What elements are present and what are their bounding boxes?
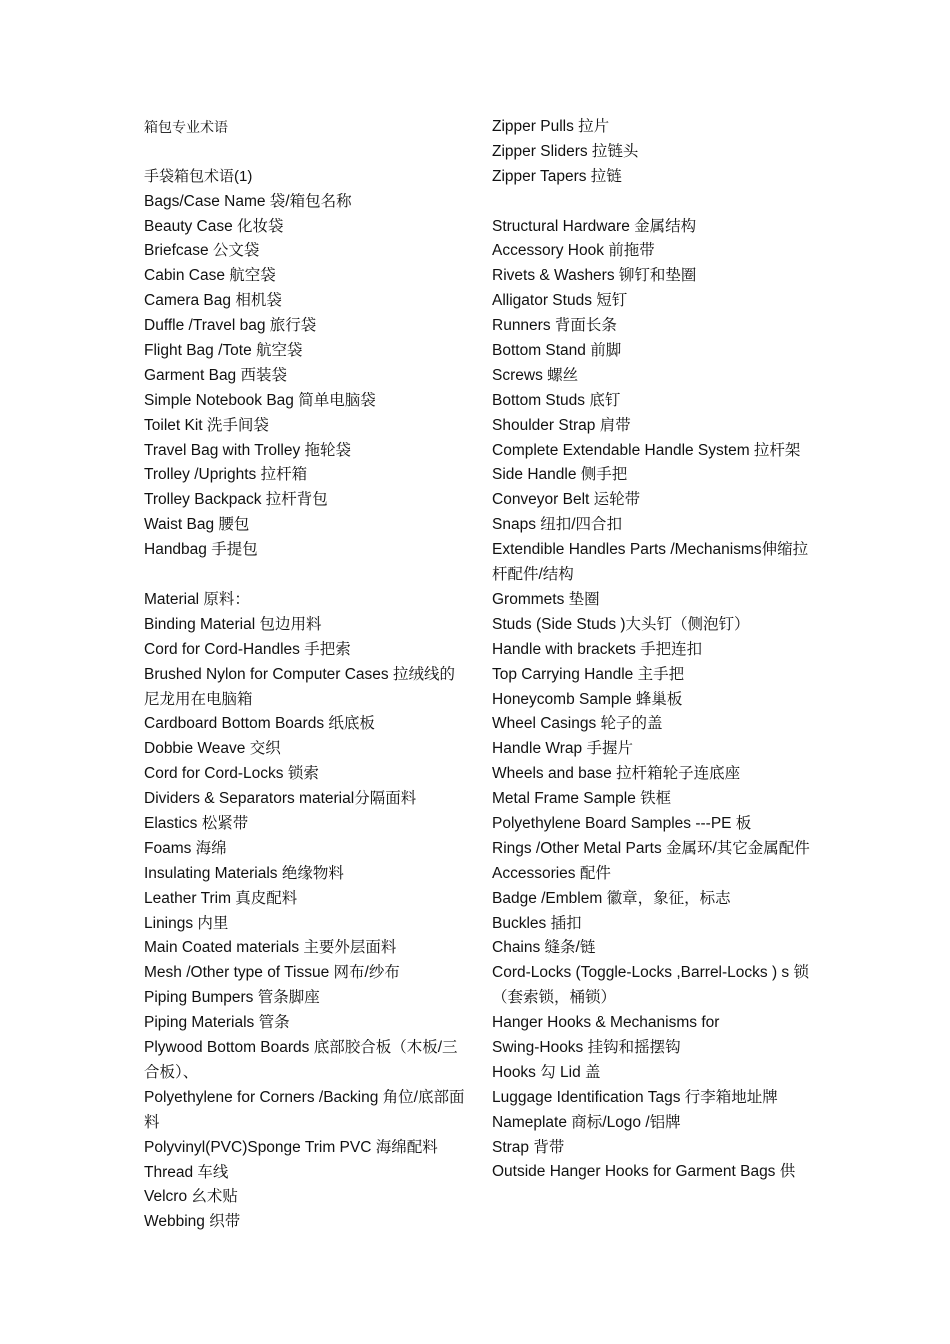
glossary-entry: Swing-Hooks 挂钩和摇摆钩 — [492, 1039, 681, 1057]
glossary-entry: Waist Bag 腰包 — [144, 516, 250, 534]
glossary-entry: Bags/Case Name 袋/箱包名称 — [144, 192, 352, 210]
glossary-entry: Strap 背带 — [492, 1138, 565, 1156]
glossary-entry: Dividers & Separators material分隔面料 — [144, 790, 417, 808]
glossary-entry: Beauty Case 化妆袋 — [144, 217, 284, 235]
glossary-entry: Shoulder Strap 肩带 — [492, 416, 631, 434]
glossary-entry: Trolley Backpack 拉杆背包 — [144, 491, 328, 509]
glossary-entry: Conveyor Belt 运轮带 — [492, 491, 641, 509]
glossary-entry: Webbing 织带 — [144, 1213, 241, 1231]
glossary-entry: Grommets 垫圈 — [492, 590, 600, 608]
glossary-entry: Hooks 勾 Lid 盖 — [492, 1063, 601, 1081]
left-column — [144, 115, 466, 1235]
blank-line — [492, 190, 810, 215]
blank-line — [144, 563, 466, 588]
glossary-entry: Studs (Side Studs )大头钉（侧泡钉） — [492, 615, 750, 633]
glossary-entry: Polyethylene for Corners /Backing 角位/底部面料 — [144, 1088, 465, 1131]
glossary-entry: Duffle /Travel bag 旅行袋 — [144, 317, 317, 335]
glossary-entry: Polyethylene Board Samples ---PE 板 — [492, 814, 752, 832]
glossary-entry: Alligator Studs 短钉 — [492, 292, 628, 310]
glossary-entry: Briefcase 公文袋 — [144, 242, 260, 260]
glossary-entry: Snaps 纽扣/四合扣 — [492, 516, 623, 534]
glossary-entry: Garment Bag 西装袋 — [144, 366, 287, 384]
glossary-entry: Foams 海绵 — [144, 839, 227, 857]
glossary-entry: Mesh /Other type of Tissue 网布/纱布 — [144, 964, 400, 982]
glossary-entry: Complete Extendable Handle System 拉杆架 — [492, 441, 801, 459]
glossary-entry: Travel Bag with Trolley 拖轮袋 — [144, 441, 352, 459]
glossary-entry: Piping Bumpers 管条脚座 — [144, 989, 320, 1007]
glossary-entry: Chains 缝条/链 — [492, 939, 596, 957]
glossary-entry: Cord for Cord-Handles 手把索 — [144, 640, 351, 658]
glossary-entry: Binding Material 包边用料 — [144, 615, 322, 633]
glossary-entry: Runners 背面长条 — [492, 317, 617, 335]
section-heading: 手袋箱包术语(1) — [144, 167, 253, 185]
glossary-entry: Cord-Locks (Toggle-Locks ,Barrel-Locks ) s 锁（套索锁，桶锁） — [492, 964, 809, 1007]
glossary-entry: Handbag 手提包 — [144, 541, 258, 559]
glossary-entry: Cardboard Bottom Boards 纸底板 — [144, 715, 375, 733]
glossary-entry: Polyvinyl(PVC)Sponge Trim PVC 海绵配料 — [144, 1138, 438, 1156]
glossary-entry: Outside Hanger Hooks for Garment Bags 供 — [492, 1163, 796, 1181]
glossary-entry: Cabin Case 航空袋 — [144, 267, 276, 285]
glossary-entry: Nameplate 商标/Logo /铝牌 — [492, 1113, 681, 1131]
glossary-entry: Rivets & Washers 铆钉和垫圈 — [492, 267, 697, 285]
glossary-entry: Velcro 幺术贴 — [144, 1188, 238, 1206]
glossary-entry: Luggage Identification Tags 行李箱地址牌 — [492, 1088, 778, 1106]
glossary-entry: Piping Materials 管条 — [144, 1014, 290, 1032]
glossary-entry: Wheels and base 拉杆箱轮子连底座 — [492, 765, 741, 783]
glossary-entry: Zipper Tapers 拉链 — [492, 167, 622, 185]
glossary-entry: Bottom Stand 前脚 — [492, 342, 622, 360]
glossary-entry: Structural Hardware 金属结构 — [492, 217, 697, 235]
right-column — [492, 115, 810, 1185]
glossary-entry: Bottom Studs 底钉 — [492, 391, 621, 409]
glossary-entry: Zipper Pulls 拉片 — [492, 118, 610, 135]
blank-line — [144, 140, 466, 165]
glossary-entry: Rings /Other Metal Parts 金属环/其它金属配件 — [492, 839, 810, 857]
glossary-entry: Thread 车线 — [144, 1163, 229, 1181]
glossary-entry: Dobbie Weave 交织 — [144, 740, 281, 758]
glossary-entry: Hanger Hooks & Mechanisms for — [492, 1014, 720, 1032]
glossary-entry: Handle with brackets 手把连扣 — [492, 640, 703, 658]
glossary-entry: Wheel Casings 轮子的盖 — [492, 715, 663, 733]
glossary-entry: Insulating Materials 绝缘物料 — [144, 864, 344, 882]
glossary-entry: Cord for Cord-Locks 锁索 — [144, 765, 319, 783]
glossary-entry: Metal Frame Sample 铁框 — [492, 790, 672, 808]
glossary-entry: Buckles 插扣 — [492, 914, 582, 932]
glossary-entry: Toilet Kit 洗手间袋 — [144, 416, 269, 434]
glossary-entry: Plywood Bottom Boards 底部胶合板（木板/三合板）、 — [144, 1038, 458, 1081]
glossary-entry: Camera Bag 相机袋 — [144, 292, 282, 310]
glossary-entry: Handle Wrap 手握片 — [492, 740, 633, 758]
glossary-entry: Top Carrying Handle 主手把 — [492, 665, 685, 683]
glossary-entry: Main Coated materials 主要外层面料 — [144, 939, 397, 957]
glossary-entry: Elastics 松紧带 — [144, 814, 249, 832]
glossary-entry: Brushed Nylon for Computer Cases 拉绒线的尼龙用在电脑箱 — [144, 665, 455, 708]
glossary-entry: Flight Bag /Tote 航空袋 — [144, 342, 303, 360]
glossary-entry: Zipper Sliders 拉链头 — [492, 142, 639, 160]
glossary-entry: Screws 螺丝 — [492, 366, 579, 384]
glossary-entry: Accessory Hook 前拖带 — [492, 242, 655, 260]
glossary-entry: Trolley /Uprights 拉杆箱 — [144, 466, 308, 484]
glossary-entry: Accessories 配件 — [492, 864, 611, 882]
glossary-entry: Side Handle 侧手把 — [492, 466, 628, 484]
document-title: 箱包专业术语 — [144, 119, 228, 135]
glossary-entry: Linings 内里 — [144, 914, 229, 932]
glossary-entry: Material 原料： — [144, 590, 250, 608]
glossary-entry: Honeycomb Sample 蜂巢板 — [492, 690, 683, 708]
glossary-entry: Leather Trim 真皮配料 — [144, 889, 298, 907]
glossary-entry: Extendible Handles Parts /Mechanisms伸缩拉杆配件/结构 — [492, 541, 809, 584]
glossary-entry: Simple Notebook Bag 简单电脑袋 — [144, 391, 376, 409]
glossary-entry: Badge /Emblem 徽章，象征，标志 — [492, 889, 731, 907]
